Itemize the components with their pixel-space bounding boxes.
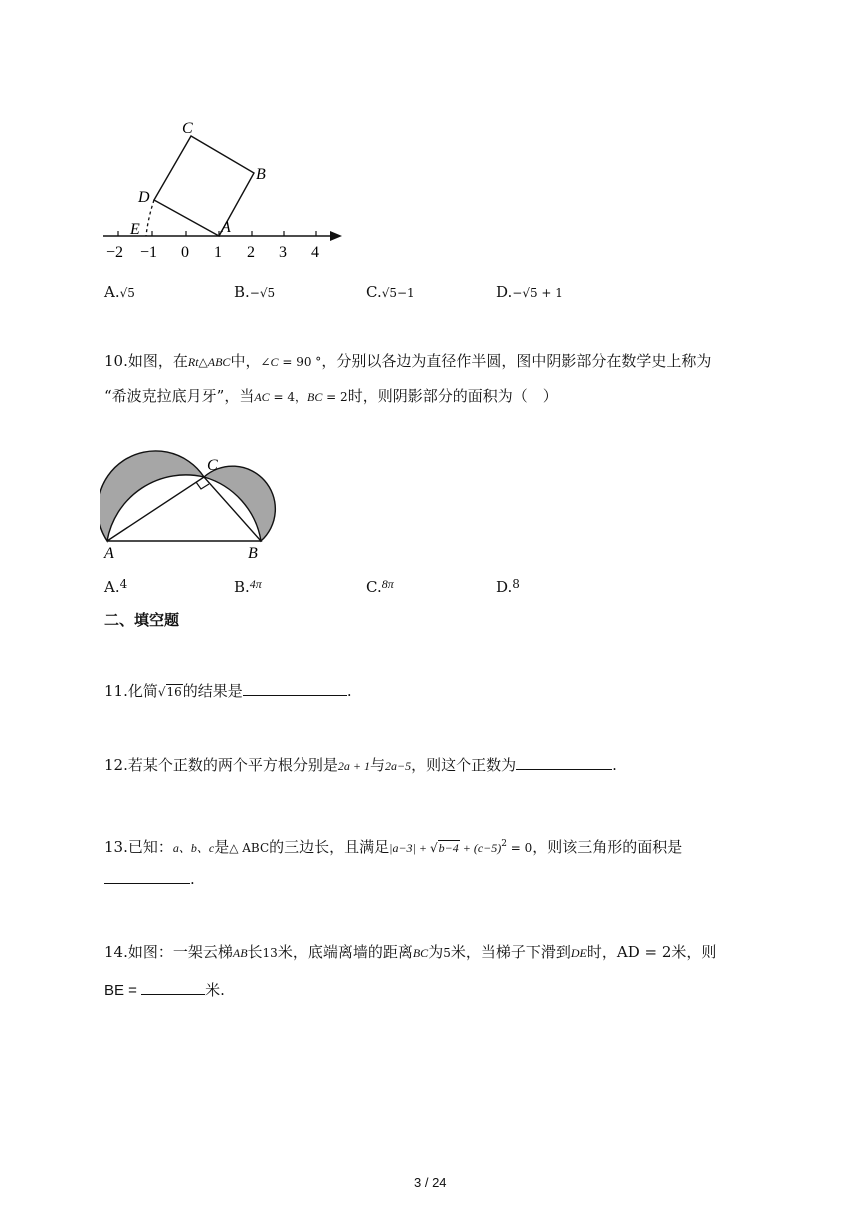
q10-bc: BC [307,390,323,404]
right-angle-marker [196,482,209,489]
q10-option-a[interactable] [104,574,127,597]
q10-ac-value: = 4， [269,390,308,404]
q13-text: 是 [214,838,230,856]
q10-triangle-symbol: △ [198,355,208,369]
q14-line1 [104,942,716,963]
q10-text: “希波克拉底月牙”，当 [104,387,255,405]
q11-radicand: 16 [166,685,182,699]
q14-text: 为 [428,943,444,961]
lune-bc-shaded [204,466,275,541]
q13-triangle: △ ABC [229,841,270,855]
q10-line1 [104,351,711,372]
tick-label: 2 [247,244,255,261]
q14-text: 时，AD = 2米，则 [586,943,717,961]
sqrt-icon: √ [157,685,166,699]
answer-blank[interactable] [104,869,190,884]
q9-figure [100,118,350,263]
q12-text: ，则这个正数为 [411,756,517,774]
q11-text: 11.化简 [104,682,158,700]
q14-distance: 5 [443,946,451,960]
tick-label: 4 [311,244,319,261]
option-prefix: B. [234,578,250,596]
tick-label: 1 [214,244,222,261]
label-E: E [130,221,140,238]
q12-text: . [612,756,617,774]
q13-vars: a、b、c [172,841,215,855]
tick-label: 0 [181,244,189,261]
option-prefix: A. [104,283,120,301]
label-D: D [138,189,150,206]
q10-text: 中， [230,352,261,370]
option-prefix: C. [366,578,382,596]
lune-ac-shaded [100,451,204,541]
q12-text: 与 [369,756,385,774]
q13 [104,834,682,858]
q14-text: 长 [247,943,263,961]
q10-angle-value: = 90 ° [278,355,322,369]
option-prefix: D. [496,578,513,596]
q13-answer-line [104,869,195,889]
q10-figure [100,448,285,563]
label-A: A [104,545,114,562]
q10-line2 [104,386,558,407]
q14-bc: BC [412,946,429,960]
q12-text: 12.若某个正数的两个平方根分别是 [104,756,338,774]
q13-text: 的三边长，且满足 [269,838,390,856]
q10-text: ，分别以各边为直径作半圆，图中阴影部分在数学史上称为 [321,352,712,370]
q10-text: 10.如图，在 [104,352,188,370]
q9-option-c[interactable] [366,282,415,303]
sqrt-icon: √ [429,841,438,855]
option-value: 4 [119,577,128,591]
q13-equation: + (c−5) [459,841,502,855]
label-C: C [182,120,193,137]
option-expr: −√5 [249,286,276,300]
q12-expr-1: 2a + 1 [337,759,370,773]
tick-label: −1 [140,244,158,261]
q10-option-b[interactable] [234,574,262,597]
q10-option-d[interactable] [496,574,520,597]
option-value: 4π [249,577,262,591]
answer-blank[interactable] [141,980,205,995]
label-B: B [248,545,258,562]
q10-angle-symbol: ∠ [260,355,271,369]
q10-bc-value: = 2 [322,390,348,404]
arrow-head [330,231,342,241]
answer-blank[interactable] [516,755,612,770]
option-value: 8π [381,577,394,591]
option-prefix: A. [104,578,120,596]
option-prefix: C. [366,283,382,301]
q10-text: 时，则阴影部分的面积为（ ） [347,387,558,405]
q14-text: 米，当梯子下滑到 [450,943,571,961]
q13-text: 13.已知： [104,838,173,856]
q14-de: DE [570,946,587,960]
option-expr: √5 [119,286,135,300]
q11-text: . [346,682,352,700]
page-number: 3 / 24 [414,1175,447,1190]
q9-option-b[interactable] [234,282,275,303]
label-C: C [207,457,218,474]
tick-label: 3 [279,244,287,261]
q14-text: 米，底端离墙的距离 [277,943,413,961]
q14-ab: AB [232,946,248,960]
q13-exponent: 2 [501,839,507,849]
q13-equation: = 0 [506,841,533,855]
q14-length: 13 [262,946,278,960]
q10-ac: AC [254,390,270,404]
q13-text: . [190,870,195,888]
q11 [104,681,352,702]
section-heading: 二、填空题 [104,611,180,629]
tick-label: −2 [106,244,124,261]
q10-c: C [270,355,279,369]
q10-abc: ABC [207,355,231,369]
q13-equation: |a−3| + [389,841,430,855]
option-value: 8 [512,577,520,591]
option-prefix: D. [496,283,513,301]
option-expr: −√5 + 1 [512,286,563,300]
q13-radicand: b−4 [438,841,459,855]
answer-blank[interactable] [243,681,347,696]
q11-text: 的结果是 [182,682,243,700]
q10-option-c[interactable] [366,574,394,597]
square-abcd [154,136,254,236]
q12 [104,755,617,776]
q13-text: ，则该三角形的面积是 [532,838,683,856]
option-expr: √5−1 [381,286,415,300]
q12-expr-2: 2a−5 [384,759,412,773]
option-prefix: B. [234,283,250,301]
q9-option-a[interactable] [104,282,135,303]
label-A: A [221,219,231,236]
q14-be: BE = [104,982,142,999]
q10-rt: Rt [187,355,199,369]
label-B: B [256,166,266,183]
q14-text: 14.如图：一架云梯 [104,943,233,961]
q14-text: 米. [205,981,225,999]
q9-option-d[interactable] [496,282,563,303]
q14-line2 [104,980,225,1001]
